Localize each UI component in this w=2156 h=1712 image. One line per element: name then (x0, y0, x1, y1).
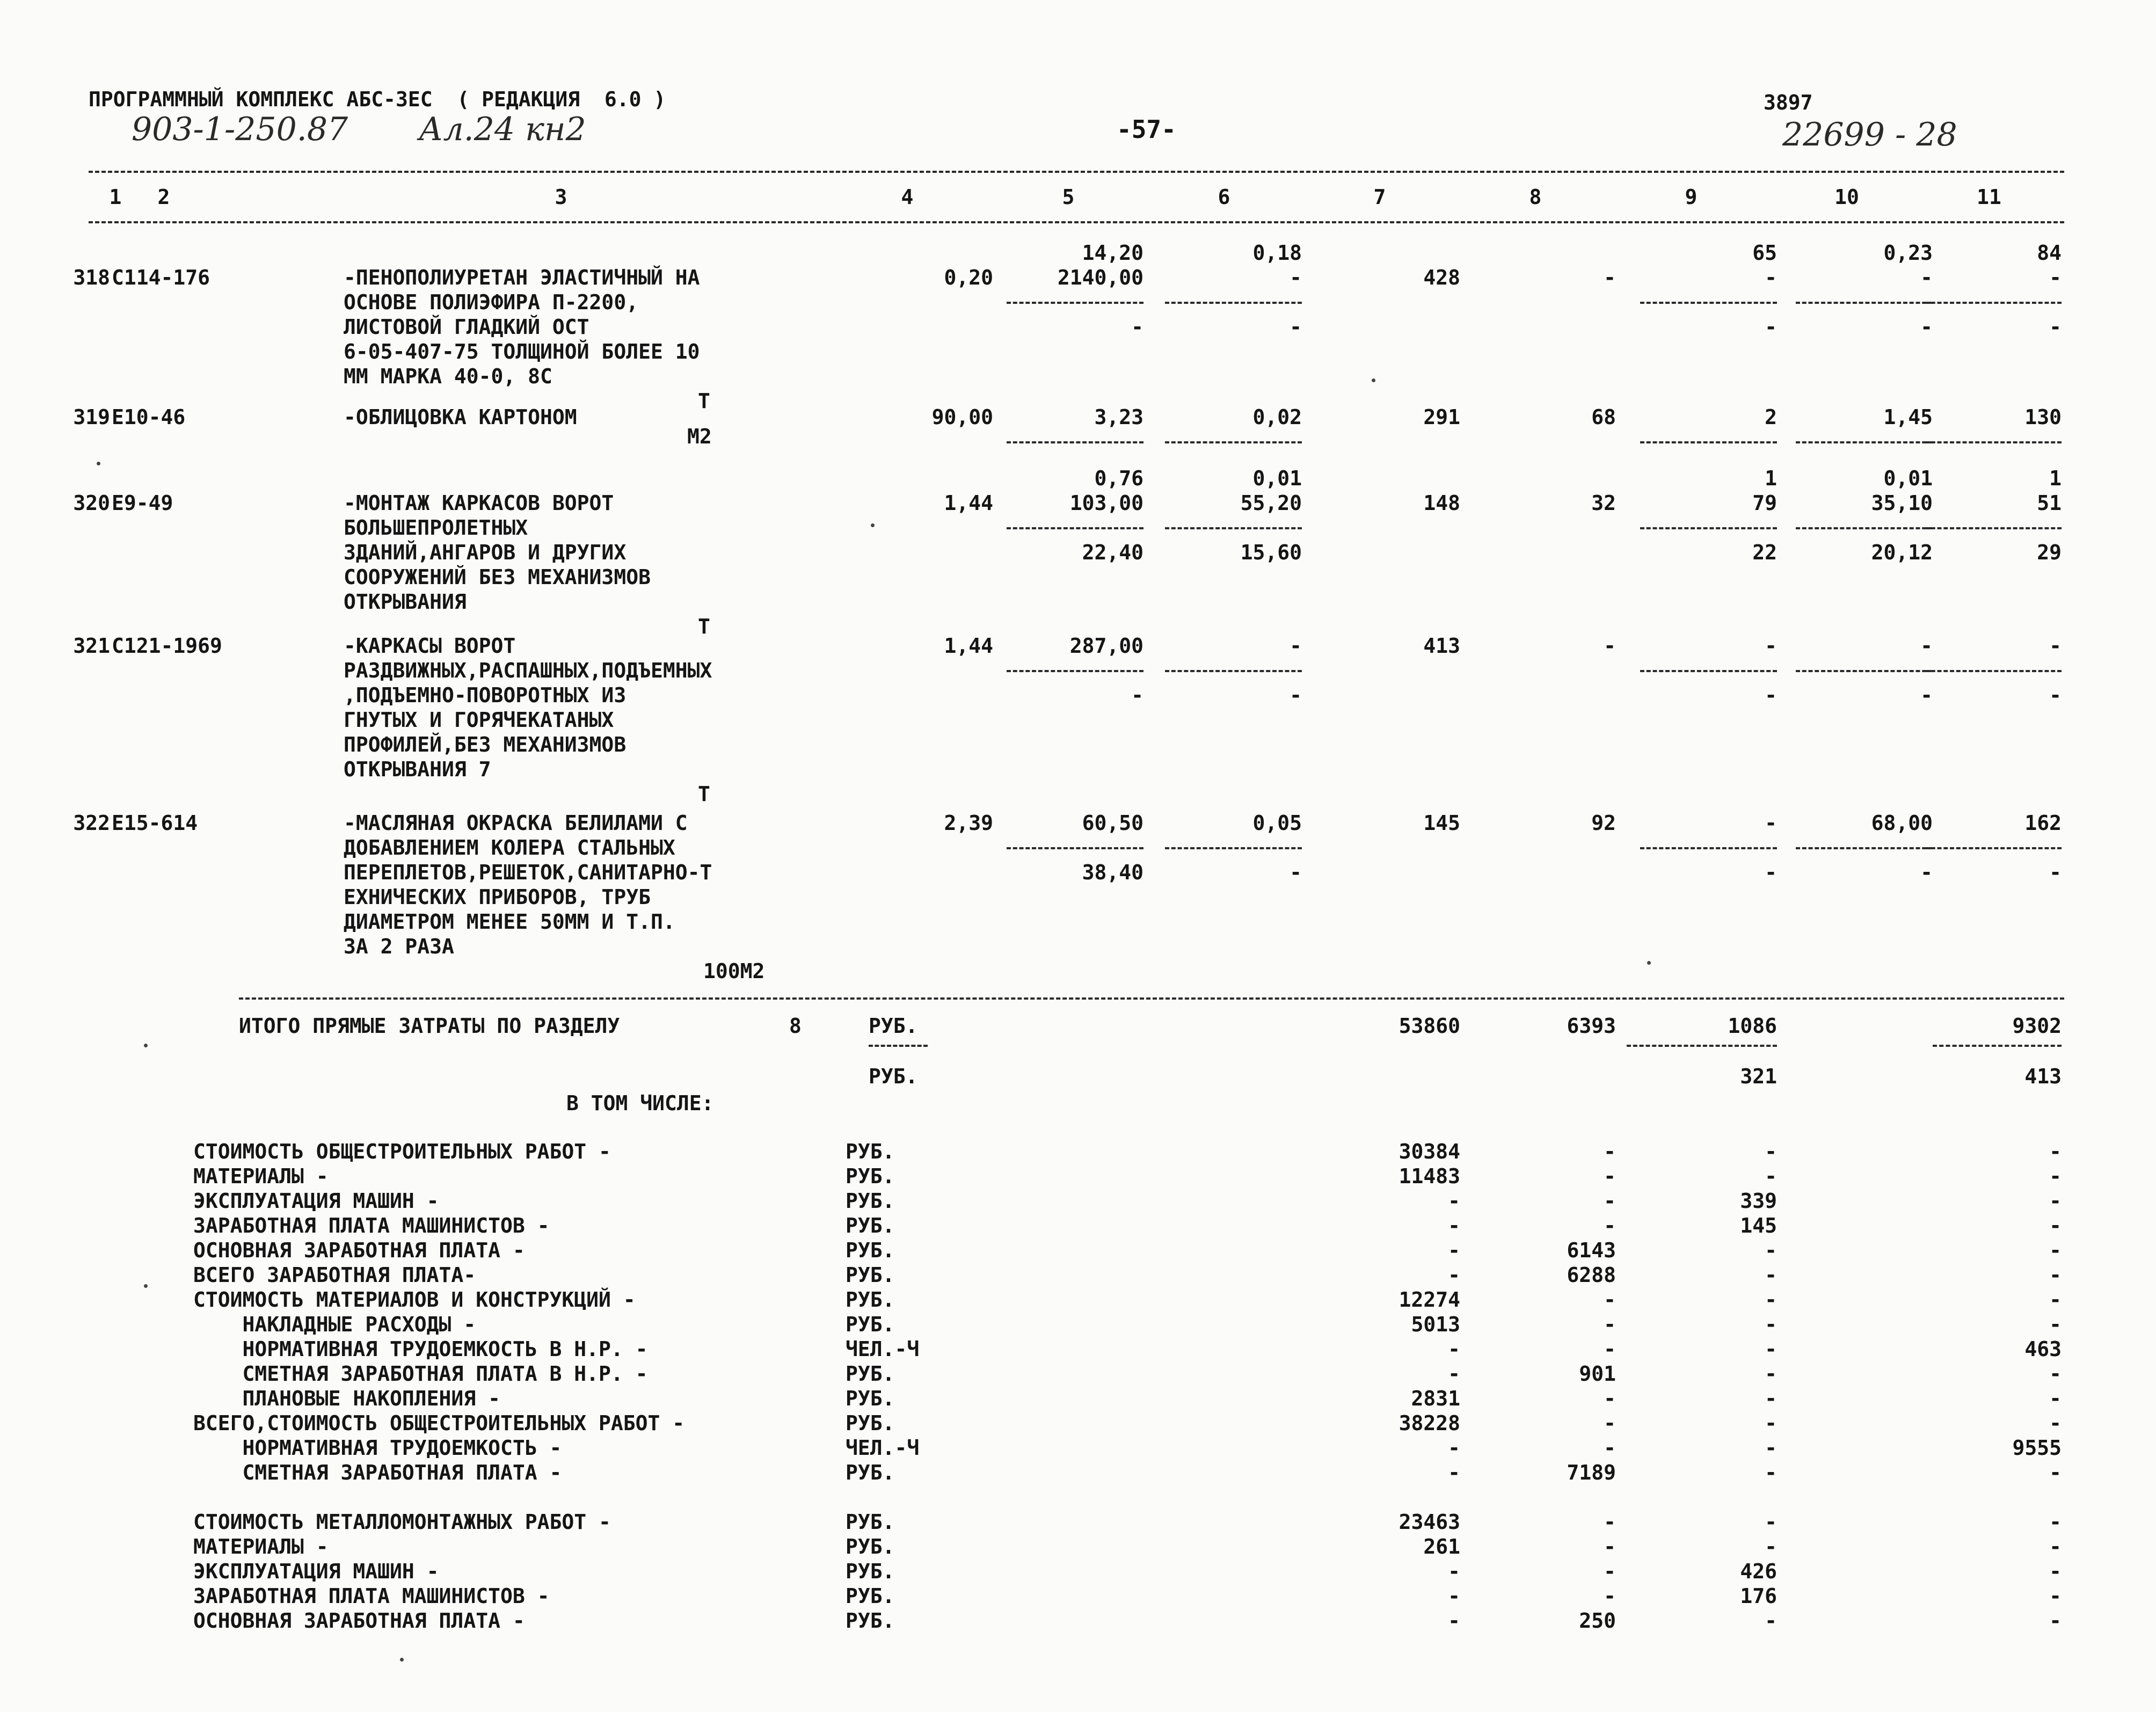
scan-speck (871, 523, 875, 527)
summary-unit: РУБ. (846, 1461, 895, 1484)
row-number: 319 (73, 405, 110, 429)
summary-col8: - (1604, 1164, 1616, 1188)
value-c10-bottom: - (1920, 683, 1933, 707)
totals-unit: РУБ. (869, 1014, 918, 1038)
value-c7: 428 (1423, 266, 1460, 289)
value-c5: 3,23 (1094, 405, 1143, 429)
totals-col11-b: 413 (2024, 1065, 2062, 1088)
summary-col7: - (1448, 1189, 1460, 1213)
header-top-rule (89, 171, 2064, 173)
value-c6-bottom: 15,60 (1240, 541, 1302, 564)
value-c5-top: 0,76 (1094, 467, 1143, 490)
summary-col9: - (1765, 1411, 1777, 1435)
quantity: 2,39 (944, 811, 993, 835)
work-description-line: РАЗДВИЖНЫХ,РАСПАШНЫХ,ПОДЪЕМНЫХ (344, 659, 712, 682)
summary-unit: ЧЕЛ.-Ч (846, 1436, 920, 1460)
summary-col7: - (1448, 1461, 1460, 1484)
cell-divider (1640, 441, 1777, 443)
value-c8: 32 (1591, 491, 1616, 515)
summary-unit: РУБ. (846, 1164, 895, 1188)
value-c10: 68,00 (1871, 811, 1933, 835)
summary-col9: - (1765, 1140, 1777, 1163)
summary-col11: - (2049, 1362, 2062, 1386)
summary-col9: - (1765, 1436, 1777, 1460)
value-c5-bottom: - (1131, 683, 1143, 707)
totals-col7: 53860 (1399, 1014, 1460, 1038)
summary-unit: ЧЕЛ.-Ч (846, 1337, 920, 1361)
summary-col7: - (1448, 1337, 1460, 1361)
header-bottom-rule (89, 221, 2064, 223)
value-c10-bottom: 20,12 (1871, 541, 1933, 564)
summary-unit: РУБ. (846, 1239, 895, 1262)
summary-unit: РУБ. (846, 1535, 895, 1558)
summary-label: ПЛАНОВЫЕ НАКОПЛЕНИЯ - (193, 1387, 500, 1410)
column-number: 1 (109, 185, 122, 209)
value-c10-bottom: - (1920, 315, 1933, 339)
work-description-line: ММ МАРКА 40-0, 8С (344, 365, 552, 388)
value-c8: 68 (1591, 405, 1616, 429)
cell-divider (1640, 847, 1777, 849)
value-c11-bottom: - (2049, 683, 2062, 707)
value-c8: - (1604, 266, 1616, 289)
cell-divider (1165, 847, 1302, 849)
summary-unit: РУБ. (846, 1609, 895, 1633)
column-number: 5 (1062, 185, 1075, 209)
value-c10-top: 0,23 (1883, 241, 1933, 265)
summary-col7: 11483 (1399, 1164, 1460, 1188)
summary-col11: 9555 (2012, 1436, 2062, 1460)
summary-col8: - (1604, 1436, 1616, 1460)
summary-col11: - (2049, 1239, 2062, 1262)
summary-unit: РУБ. (846, 1411, 895, 1435)
value-c10-top: 0,01 (1883, 467, 1933, 490)
document-number: 3897 (1764, 91, 1813, 114)
totals-col9-b: 321 (1740, 1065, 1777, 1088)
summary-unit: РУБ. (846, 1362, 895, 1386)
totals-col11: 9302 (2012, 1014, 2062, 1038)
summary-col11: - (2049, 1164, 2062, 1188)
unit-of-measure: Т (698, 389, 710, 413)
value-c5: 2140,00 (1057, 266, 1143, 289)
summary-col11: - (2049, 1189, 2062, 1213)
rate-code: Е10-46 (112, 405, 186, 429)
cell-divider (1007, 847, 1143, 849)
cell-divider (1165, 670, 1302, 672)
quantity: 1,44 (944, 491, 993, 515)
summary-col11: - (2049, 1510, 2062, 1534)
summary-label: НОРМАТИВНАЯ ТРУДОЕМКОСТЬ - (193, 1436, 562, 1460)
value-c11: 51 (2037, 491, 2062, 515)
column-number: 9 (1685, 185, 1698, 209)
scan-speck (400, 1658, 404, 1662)
summary-label: ЗАРАБОТНАЯ ПЛАТА МАШИНИСТОВ - (193, 1214, 550, 1237)
column-number: 6 (1218, 185, 1230, 209)
column-number: 2 (157, 185, 170, 209)
value-c9-top: 1 (1765, 467, 1777, 490)
value-c9-top: 65 (1752, 241, 1777, 265)
work-description-line: ОСНОВЕ ПОЛИЭФИРА П-2200, (344, 290, 639, 314)
summary-label: СТОИМОСТЬ МЕТАЛЛОМОНТАЖНЫХ РАБОТ - (193, 1510, 611, 1534)
cell-divider (1640, 670, 1777, 672)
summary-col8: - (1604, 1189, 1616, 1213)
summary-label: ОСНОВНАЯ ЗАРАБОТНАЯ ПЛАТА - (193, 1239, 525, 1262)
value-c11: 130 (2024, 405, 2062, 429)
scan-speck (97, 462, 100, 465)
summary-col11: - (2049, 1609, 2062, 1633)
summary-col9: - (1765, 1164, 1777, 1188)
summary-col8: - (1604, 1288, 1616, 1312)
work-description-line: -МАСЛЯНАЯ ОКРАСКА БЕЛИЛАМИ С (344, 811, 688, 835)
column-number: 8 (1529, 185, 1542, 209)
summary-col9: 145 (1740, 1214, 1777, 1237)
quantity: 90,00 (931, 405, 993, 429)
value-c11-top: 1 (2049, 467, 2062, 490)
totals-label: ИТОГО ПРЯМЫЕ ЗАТРАТЫ ПО РАЗДЕЛУ (239, 1014, 620, 1038)
cell-divider (1925, 302, 2062, 304)
summary-label: СТОИМОСТЬ ОБЩЕСТРОИТЕЛЬНЫХ РАБОТ - (193, 1140, 611, 1163)
summary-label: МАТЕРИАЛЫ - (193, 1535, 329, 1558)
work-description-line: ЗА 2 РАЗА (344, 935, 454, 958)
unit-of-measure: Т (698, 615, 710, 638)
summary-label: ВСЕГО ЗАРАБОТНАЯ ПЛАТА- (193, 1263, 476, 1287)
summary-unit: РУБ. (846, 1263, 895, 1287)
work-description-line: -ОБЛИЦОВКА КАРТОНОМ (344, 405, 577, 429)
scan-speck (144, 1044, 148, 1047)
including-label: В ТОМ ЧИСЛЕ: (566, 1091, 714, 1115)
work-description-line: ЗДАНИЙ,АНГАРОВ И ДРУГИХ (344, 541, 627, 564)
cell-divider (1925, 847, 2062, 849)
program-title: ПРОГРАММНЫЙ КОМПЛЕКС АБС-3ЕС ( РЕДАКЦИЯ 6.0 ) (89, 88, 666, 111)
cell-divider (1796, 441, 1933, 443)
value-c6: 55,20 (1240, 491, 1302, 515)
summary-col9: - (1765, 1510, 1777, 1534)
summary-col8: - (1604, 1387, 1616, 1410)
summary-col9: 426 (1740, 1560, 1777, 1583)
summary-col8: - (1604, 1510, 1616, 1534)
value-c6-top: 0,01 (1252, 467, 1302, 490)
summary-unit: РУБ. (846, 1560, 895, 1583)
summary-unit: РУБ. (846, 1189, 895, 1213)
scan-speck (1372, 378, 1375, 382)
value-c11: 162 (2024, 811, 2062, 835)
summary-col7: - (1448, 1239, 1460, 1262)
summary-unit: РУБ. (846, 1387, 895, 1410)
summary-label: СМЕТНАЯ ЗАРАБОТНАЯ ПЛАТА В Н.Р. - (193, 1362, 648, 1386)
summary-col7: 23463 (1399, 1510, 1460, 1534)
work-description-line: ЕХНИЧЕСКИХ ПРИБОРОВ, ТРУБ (344, 885, 651, 909)
summary-col8: - (1604, 1584, 1616, 1608)
value-c7: 148 (1423, 491, 1460, 515)
value-c9-bottom: - (1765, 315, 1777, 339)
value-c8: - (1604, 634, 1616, 658)
value-c9: - (1765, 811, 1777, 835)
totals-col9: 1086 (1728, 1014, 1777, 1038)
work-description-line: ДОБАВЛЕНИЕМ КОЛЕРА СТАЛЬНЫХ (344, 836, 675, 859)
summary-col11: - (2049, 1560, 2062, 1583)
value-c5: 60,50 (1082, 811, 1143, 835)
summary-label: НОРМАТИВНАЯ ТРУДОЕМКОСТЬ В Н.Р. - (193, 1337, 648, 1361)
value-c10: - (1920, 634, 1933, 658)
summary-col9: - (1765, 1313, 1777, 1336)
work-description-line: -МОНТАЖ КАРКАСОВ ВОРОТ (344, 491, 614, 515)
cell-divider (1640, 527, 1777, 529)
summary-col7: 38228 (1399, 1411, 1460, 1435)
summary-col9: 176 (1740, 1584, 1777, 1608)
row-number: 321 (73, 634, 110, 658)
column-number: 3 (555, 185, 567, 209)
value-c9: 79 (1752, 491, 1777, 515)
cell-divider (1640, 302, 1777, 304)
totals-unit-2: РУБ. (869, 1065, 918, 1088)
cell-divider (1925, 441, 2062, 443)
summary-col11: - (2049, 1313, 2062, 1336)
summary-col11: - (2049, 1387, 2062, 1410)
value-c10: 1,45 (1883, 405, 1933, 429)
summary-label: МАТЕРИАЛЫ - (193, 1164, 329, 1188)
page-number: -57- (1117, 115, 1176, 144)
value-c5: 287,00 (1069, 634, 1143, 658)
value-c8: 92 (1591, 811, 1616, 835)
summary-col9: - (1765, 1387, 1777, 1410)
value-c6: - (1290, 634, 1302, 658)
handwritten-sheet-code: 22699 - 28 (1782, 116, 1957, 154)
value-c6-bottom: - (1290, 861, 1302, 884)
row-number: 322 (73, 811, 110, 835)
totals-col8: 6393 (1567, 1014, 1616, 1038)
rate-code: Е9-49 (112, 491, 173, 515)
summary-col8: - (1604, 1214, 1616, 1237)
cell-divider (1796, 527, 1933, 529)
summary-col7: - (1448, 1214, 1460, 1237)
summary-col7: 30384 (1399, 1140, 1460, 1163)
value-c11: - (2049, 634, 2062, 658)
summary-col8: - (1604, 1560, 1616, 1583)
value-c6-bottom: - (1290, 683, 1302, 707)
value-c9-bottom: 22 (1752, 541, 1777, 564)
work-description-line: ДИАМЕТРОМ МЕНЕЕ 50ММ И Т.П. (344, 910, 675, 934)
summary-col11: - (2049, 1140, 2062, 1163)
value-c9-bottom: - (1765, 683, 1777, 707)
cell-divider (1007, 441, 1143, 443)
cell-divider (1165, 441, 1302, 443)
handwritten-album-note: Ал.24 кн2 (419, 111, 586, 148)
summary-col9: - (1765, 1337, 1777, 1361)
value-c5-bottom: 38,40 (1082, 861, 1143, 884)
rate-code: С121-1969 (112, 634, 222, 658)
totals-section: 8 (789, 1014, 802, 1038)
value-c11-bottom: 29 (2037, 541, 2062, 564)
summary-col8: 6143 (1567, 1239, 1616, 1262)
cell-divider (1796, 302, 1933, 304)
totals-col9-rule (1627, 1045, 1777, 1047)
totals-unit-rule (869, 1045, 928, 1047)
summary-unit: РУБ. (846, 1313, 895, 1336)
summary-unit: РУБ. (846, 1214, 895, 1237)
summary-col11: - (2049, 1535, 2062, 1558)
work-description-line: ПЕРЕПЛЕТОВ,РЕШЕТОК,САНИТАРНО-Т (344, 861, 712, 884)
work-description-line: БОЛЬШЕПРОЛЕТНЫХ (344, 516, 528, 540)
summary-col8: - (1604, 1411, 1616, 1435)
rate-code: С114-176 (112, 266, 210, 289)
value-c11-bottom: - (2049, 861, 2062, 884)
summary-label: ЭКСПЛУАТАЦИЯ МАШИН - (193, 1189, 439, 1213)
unit-of-measure: Т (698, 782, 710, 806)
summary-unit: РУБ. (846, 1140, 895, 1163)
summary-col7: - (1448, 1560, 1460, 1583)
summary-col8: 7189 (1567, 1461, 1616, 1484)
cell-divider (1925, 527, 2062, 529)
handwritten-project-code: 903-1-250.87 (132, 111, 348, 148)
summary-col8: - (1604, 1313, 1616, 1336)
summary-col11: - (2049, 1214, 2062, 1237)
quantity: 1,44 (944, 634, 993, 658)
value-c11-bottom: - (2049, 315, 2062, 339)
summary-col9: - (1765, 1239, 1777, 1262)
value-c9: 2 (1765, 405, 1777, 429)
summary-label: СМЕТНАЯ ЗАРАБОТНАЯ ПЛАТА - (193, 1461, 562, 1484)
summary-col11: - (2049, 1288, 2062, 1312)
summary-col11: - (2049, 1584, 2062, 1608)
totals-col11-rule (1933, 1045, 2062, 1047)
summary-unit: РУБ. (846, 1510, 895, 1534)
summary-label: НАКЛАДНЫЕ РАСХОДЫ - (193, 1313, 476, 1336)
summary-col9: - (1765, 1288, 1777, 1312)
column-number: 10 (1834, 185, 1859, 209)
value-c11-top: 84 (2037, 241, 2062, 265)
value-c10-bottom: - (1920, 861, 1933, 884)
summary-col9: - (1765, 1263, 1777, 1287)
summary-label: ЭКСПЛУАТАЦИЯ МАШИН - (193, 1560, 439, 1583)
summary-col7: - (1448, 1362, 1460, 1386)
value-c6: 0,02 (1252, 405, 1302, 429)
value-c10: - (1920, 266, 1933, 289)
totals-rule (239, 997, 2064, 1000)
value-c6-top: 0,18 (1252, 241, 1302, 265)
cell-divider (1925, 670, 2062, 672)
summary-col7: 5013 (1411, 1313, 1460, 1336)
cell-divider (1796, 670, 1933, 672)
value-c9: - (1765, 266, 1777, 289)
summary-col11: - (2049, 1461, 2062, 1484)
value-c5: 103,00 (1069, 491, 1143, 515)
work-description-line: ЛИСТОВОЙ ГЛАДКИЙ ОСТ (344, 315, 589, 339)
summary-unit: РУБ. (846, 1288, 895, 1312)
summary-col11: - (2049, 1263, 2062, 1287)
value-c9: - (1765, 634, 1777, 658)
summary-col11: - (2049, 1411, 2062, 1435)
cell-divider (1796, 847, 1933, 849)
work-description-line: ,ПОДЪЕМНО-ПОВОРОТНЫХ ИЗ (344, 683, 627, 707)
summary-label: ЗАРАБОТНАЯ ПЛАТА МАШИНИСТОВ - (193, 1584, 550, 1608)
work-description-line: ГНУТЫХ И ГОРЯЧЕКАТАНЫХ (344, 708, 614, 732)
value-c6: - (1290, 266, 1302, 289)
column-number: 7 (1373, 185, 1386, 209)
value-c7: 145 (1423, 811, 1460, 835)
value-c7: 291 (1423, 405, 1460, 429)
row-number: 318 (73, 266, 110, 289)
unit-of-measure: М2 (687, 425, 712, 448)
summary-label: СТОИМОСТЬ МАТЕРИАЛОВ И КОНСТРУКЦИЙ - (193, 1288, 636, 1312)
column-number: 11 (1977, 185, 2001, 209)
summary-col7: - (1448, 1584, 1460, 1608)
value-c6: 0,05 (1252, 811, 1302, 835)
cell-divider (1007, 527, 1143, 529)
value-c5-top: 14,20 (1082, 241, 1143, 265)
summary-label: ВСЕГО,СТОИМОСТЬ ОБЩЕСТРОИТЕЛЬНЫХ РАБОТ - (193, 1411, 685, 1435)
summary-col9: 339 (1740, 1189, 1777, 1213)
work-description-line: ПРОФИЛЕЙ,БЕЗ МЕХАНИЗМОВ (344, 733, 627, 756)
cell-divider (1007, 670, 1143, 672)
rate-code: Е15-614 (112, 811, 198, 835)
summary-col7: 261 (1423, 1535, 1460, 1558)
quantity: 0,20 (944, 266, 993, 289)
summary-col7: - (1448, 1609, 1460, 1633)
cell-divider (1007, 302, 1143, 304)
summary-unit: РУБ. (846, 1584, 895, 1608)
value-c5-bottom: - (1131, 315, 1143, 339)
summary-col9: - (1765, 1362, 1777, 1386)
summary-col11: 463 (2024, 1337, 2062, 1361)
summary-label: ОСНОВНАЯ ЗАРАБОТНАЯ ПЛАТА - (193, 1609, 525, 1633)
summary-col9: - (1765, 1535, 1777, 1558)
summary-col7: - (1448, 1436, 1460, 1460)
cell-divider (1165, 527, 1302, 529)
summary-col8: - (1604, 1140, 1616, 1163)
cell-divider (1165, 302, 1302, 304)
unit-of-measure: 100М2 (703, 959, 765, 983)
scan-speck (144, 1284, 148, 1288)
summary-col7: 2831 (1411, 1387, 1460, 1410)
summary-col8: - (1604, 1535, 1616, 1558)
value-c6-bottom: - (1290, 315, 1302, 339)
value-c10: 35,10 (1871, 491, 1933, 515)
scan-speck (1647, 961, 1651, 965)
summary-col9: - (1765, 1461, 1777, 1484)
column-number: 4 (901, 185, 914, 209)
summary-col8: 901 (1579, 1362, 1616, 1386)
work-description-line: ОТКРЫВАНИЯ (344, 590, 467, 614)
value-c11: - (2049, 266, 2062, 289)
value-c9-bottom: - (1765, 861, 1777, 884)
work-description-line: 6-05-407-75 ТОЛЩИНОЙ БОЛЕЕ 10 (344, 340, 700, 363)
value-c7: 413 (1423, 634, 1460, 658)
value-c5-bottom: 22,40 (1082, 541, 1143, 564)
row-number: 320 (73, 491, 110, 515)
summary-col8: 250 (1579, 1609, 1616, 1633)
summary-col8: - (1604, 1337, 1616, 1361)
summary-col7: 12274 (1399, 1288, 1460, 1312)
work-description-line: -ПЕНОПОЛИУРЕТАН ЭЛАСТИЧНЫЙ НА (344, 266, 700, 289)
summary-col9: - (1765, 1609, 1777, 1633)
work-description-line: -КАРКАСЫ ВОРОТ (344, 634, 516, 658)
summary-col7: - (1448, 1263, 1460, 1287)
work-description-line: СООРУЖЕНИЙ БЕЗ МЕХАНИЗМОВ (344, 565, 651, 589)
work-description-line: ОТКРЫВАНИЯ 7 (344, 757, 491, 781)
summary-col8: 6288 (1567, 1263, 1616, 1287)
